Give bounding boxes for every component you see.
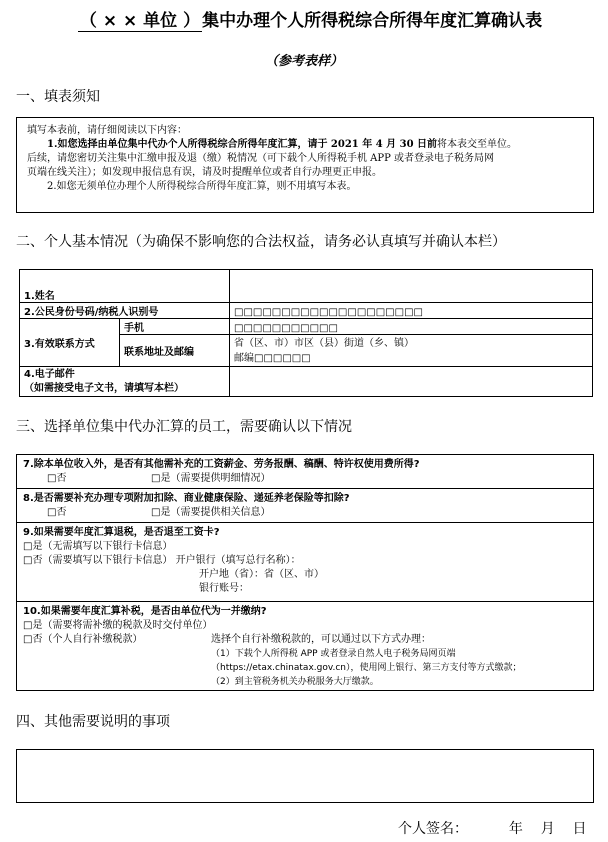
q9-no-row xyxy=(23,554,587,568)
id-label: 2.公民身份号码/纳税人识别号 xyxy=(20,303,230,319)
page-subtitle: （参考表样） xyxy=(264,54,343,69)
q10-method-1a: （1）下载个人所得税 APP 或者登录自然人电子税务局网页端 xyxy=(211,649,456,659)
phone-boxes: □□□□□□□□□□□ xyxy=(234,323,338,334)
phone-field[interactable] xyxy=(230,319,593,335)
id-boxes: □□□□□□□□□□□□□□□□□□□□ xyxy=(234,307,423,318)
section-4-heading: 四、其他需要说明的事项 xyxy=(16,714,170,730)
q8-title: 8.是否需要补充办理专项附加扣除、商业健康保险、递延养老保险等扣除? xyxy=(23,493,350,504)
q8-options xyxy=(23,506,587,520)
q10-no-option[interactable]: □否（个人自行补缴税款） xyxy=(23,634,143,645)
section-3-heading: 三、选择单位集中代办汇算的员工，需要确认以下情况 xyxy=(16,419,352,435)
notice-item-1-cont2: 页端在线关注）；如发现申报信息有误，请及时提醒单位或者自行办理更正申报。 xyxy=(27,167,382,178)
q9-title: 9.如果需要年度汇算退税，是否退至工资卡? xyxy=(23,527,220,538)
address-line: 省（区、市）市区（县）街道（乡、镇） xyxy=(234,338,414,349)
q9-account[interactable]: 银行账号： xyxy=(199,583,249,594)
q10-title: 10.如果需要年度汇算补税，是否由单位代为一并缴纳? xyxy=(23,606,267,617)
question-8 xyxy=(16,488,594,523)
title-unit: （ × × 单位 ） xyxy=(78,6,202,32)
section-1-heading: 一、填表须知 xyxy=(16,89,100,105)
title-main: 集中办理个人所得税综合所得年度汇算确认表 xyxy=(202,11,543,31)
notice-item-1: 1.如您选择由单位集中代办个人所得税综合所得年度汇算，请于 2021 年 4 月 30 日前将本表交至单位。 xyxy=(47,139,518,150)
signature-line xyxy=(398,818,587,838)
name-field[interactable] xyxy=(230,270,593,303)
q10-self-intro: 选择个自行补缴税款的，可以通过以下方式办理： xyxy=(211,634,431,645)
notice-intro: 填写本表前，请仔细阅读以下内容： xyxy=(27,125,187,136)
email-label: 4.电子邮件 xyxy=(24,368,75,380)
q10-no-row xyxy=(23,633,587,647)
notice-item-2: 2.如您无须单位办理个人所得税综合所得年度汇算，则不用填写本表。 xyxy=(47,181,357,192)
postcode-line: 邮编□□□□□□ xyxy=(234,353,311,364)
q8-no-option[interactable]: □否 xyxy=(47,507,67,518)
q10-method-2: （2）到主管税务机关办税服务大厅缴款。 xyxy=(211,677,379,687)
q7-no-option[interactable]: □否 xyxy=(47,473,67,484)
address-label: 联系地址及邮编 xyxy=(120,335,230,367)
address-field[interactable] xyxy=(230,335,593,367)
email-note: （如需接受电子文书，请填写本栏） xyxy=(24,382,184,394)
name-label: 1.姓名 xyxy=(20,270,230,303)
q9-no-option[interactable]: □否（需要填写以下银行卡信息） xyxy=(23,555,173,566)
q9-yes-option[interactable]: □是（无需填写以下银行卡信息） xyxy=(23,541,173,552)
contact-label: 3.有效联系方式 xyxy=(20,319,120,367)
phone-label: 手机 xyxy=(120,319,230,335)
email-label-cell xyxy=(20,367,230,397)
q10-method-1b: （https://etax.chinatax.gov.cn），使用网上银行、第三方支付等方式缴款； xyxy=(211,663,522,673)
q7-options xyxy=(23,472,587,486)
q9-bank-location[interactable]: 开户地（省）：省（区、市） xyxy=(199,569,324,580)
q7-yes-option[interactable]: □是（需要提供明细情况） xyxy=(151,473,271,484)
question-10 xyxy=(16,601,594,691)
deadline: 4 月 30 日前 xyxy=(375,139,438,150)
email-field[interactable] xyxy=(230,367,593,397)
q7-title: 7.除本单位收入外，是否有其他需补充的工资薪金、劳务报酬、稿酬、特许权使用费所得? xyxy=(23,459,420,470)
basic-info-table xyxy=(19,269,593,397)
signature-label: 个人签名： xyxy=(398,821,468,837)
other-notes-field[interactable] xyxy=(16,749,594,803)
q8-yes-option[interactable]: □是（需要提供相关信息） xyxy=(151,507,271,518)
notice-item-1-cont: 后续，请您密切关注集中汇缴申报及退（缴）税情况（可下载个人所得税手机 APP 或者登录电子税务局网 xyxy=(27,153,495,164)
signature-date[interactable]: 年 月 日 xyxy=(508,821,587,837)
question-7 xyxy=(16,454,594,489)
notice-box xyxy=(16,117,594,213)
page-title xyxy=(30,6,590,32)
section-2-heading: 二、个人基本情况（为确保不影响您的合法权益，请务必认真填写并确认本栏） xyxy=(16,234,506,250)
q10-yes-option[interactable]: □是（需要将需补缴的税款及时交付单位） xyxy=(23,620,213,631)
id-field[interactable] xyxy=(230,303,593,319)
question-9 xyxy=(16,522,594,602)
q9-bank-field[interactable]: 开户银行（填写总行名称）： xyxy=(175,555,301,566)
